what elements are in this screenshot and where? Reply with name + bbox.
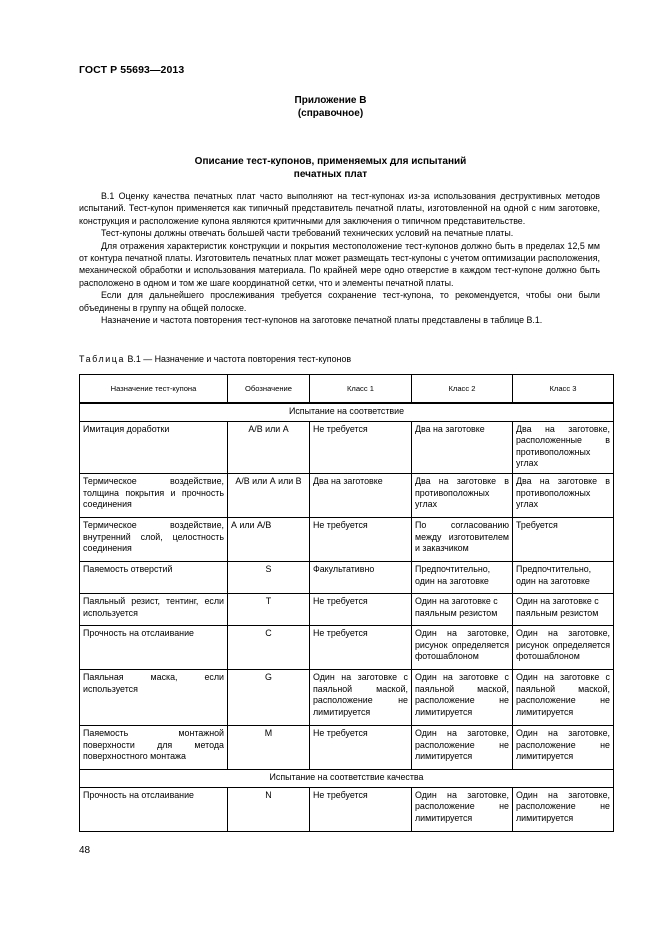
table-caption-text: В.1 — Назначение и частота повторения тест-купонов <box>127 354 352 364</box>
table-cell: Не требуется <box>310 421 412 473</box>
table-cell: А или А/В <box>228 517 310 561</box>
column-header: Класс 2 <box>412 375 513 404</box>
table-cell: Предпочтительно, один на заготовке <box>412 561 513 593</box>
table-cell: Два на заготовке, расположенные в противоположных углах <box>513 421 614 473</box>
column-header: Назначение тест-купона <box>80 375 228 404</box>
table-cell: А/В или А или В <box>228 473 310 517</box>
table-cell: Не требуется <box>310 625 412 669</box>
table-cell: Термическое воздействие, внутренний слой, целостность соединения <box>80 517 228 561</box>
table-row <box>80 725 614 769</box>
table-row <box>80 593 614 625</box>
table-cell: По согласованию между изготовителем и заказчиком <box>412 517 513 561</box>
table-cell: Не требуется <box>310 787 412 831</box>
section-title-line-1: Описание тест-купонов, применяемых для испытаний <box>194 156 467 167</box>
table-cell: Один на заготовке, расположение не лимитируется <box>412 725 513 769</box>
table-row <box>80 421 614 473</box>
paragraph: Назначение и частота повторения тест-купонов на заготовке печатной платы представлены в таблице В.1. <box>101 315 543 326</box>
paragraph: Тест-купоны должны отвечать большей части требований технических условий на печатные платы. <box>101 228 514 239</box>
table-cell: Паяльный резист, тентинг, если используется <box>80 593 228 625</box>
table-cell: N <box>228 787 310 831</box>
section-title-line-2: печатных плат <box>293 169 368 180</box>
column-header: Класс 1 <box>310 375 412 404</box>
table-cell: Имитация доработки <box>80 421 228 473</box>
paragraph: В.1 Оценку качества печатных плат часто выполняют на тест-купонах из-за использования деструктивных методов испытаний. Тест-купон применяется как типичный представитель печатной платы, изготовленной на одной с ним заготовке, конструкция и расположение купона являются критичными для заключения о типичном представительстве. <box>79 191 600 226</box>
table-row <box>80 787 614 831</box>
table-cell: Один на заготовке с паяльным резистом <box>412 593 513 625</box>
table-cell: Два на заготовке <box>412 421 513 473</box>
table-row <box>80 625 614 669</box>
standard-header: ГОСТ Р 55693—2013 <box>79 64 185 76</box>
table-caption <box>79 354 351 364</box>
table-cell: Не требуется <box>310 517 412 561</box>
table-cell: Два на заготовке в противоположных углах <box>513 473 614 517</box>
table-cell: Прочность на отслаивание <box>80 787 228 831</box>
table-cell: Один на заготовке, расположение не лимитируется <box>513 787 614 831</box>
table-cell: Предпочтительно, один на заготовке <box>513 561 614 593</box>
test-coupon-table <box>79 374 614 832</box>
table-cell: M <box>228 725 310 769</box>
table-cell: Два на заготовке в противоположных углах <box>412 473 513 517</box>
table-cell: Факультативно <box>310 561 412 593</box>
column-header: Класс 3 <box>513 375 614 404</box>
table-cell: Паяльная маска, если используется <box>80 669 228 725</box>
section-title <box>0 155 661 181</box>
table-cell: Один на заготовке с паяльной маской, расположение не лимитируется <box>513 669 614 725</box>
table-cell: Один на заготовке, рисунок определяется фотошаблоном <box>513 625 614 669</box>
table-cell: Термическое воздействие, толщина покрытия и прочность соединения <box>80 473 228 517</box>
table-header-row <box>80 375 614 404</box>
table-cell: G <box>228 669 310 725</box>
table-row <box>80 517 614 561</box>
table-caption-prefix: Таблица <box>79 354 125 364</box>
table-section-row <box>80 403 614 421</box>
appendix-subtitle: (справочное) <box>297 108 364 119</box>
table-cell: Один на заготовке с паяльной маской, расположение не лимитируется <box>310 669 412 725</box>
table-cell: А/В или А <box>228 421 310 473</box>
table-row <box>80 561 614 593</box>
appendix-title: Приложение В <box>294 95 367 106</box>
paragraph: Для отражения характеристик конструкции и покрытия местоположение тест-купонов должно быть в пределах 12,5 мм от контура печатной платы. Изготовитель печатных плат может размещать тест-купоны с учетом оптимизации расположения, механической обработки и использования материала. По крайней мере одно отверстие в каждом тест-купоне должно быть расположено в одном и том же шаге координатной сетки, что и элементы печатной платы. <box>79 240 600 288</box>
table-row <box>80 473 614 517</box>
table-cell: C <box>228 625 310 669</box>
page-number: 48 <box>79 845 91 856</box>
paragraph: Если для дальнейшего прослеживания требуется сохранение тест-купона, то рекомендуется, чтобы они были объединены в группу на общей полоске. <box>79 290 600 313</box>
table-cell: Не требуется <box>310 593 412 625</box>
table-section-label: Испытание на соответствие качества <box>80 769 614 787</box>
table-cell: Не требуется <box>310 725 412 769</box>
table-cell: S <box>228 561 310 593</box>
table-cell: Один на заготовке, расположение не лимитируется <box>513 725 614 769</box>
table-cell: Один на заготовке, рисунок определяется фотошаблоном <box>412 625 513 669</box>
table-section-label: Испытание на соответствие <box>80 403 614 421</box>
table-cell: Один на заготовке, расположение не лимитируется <box>412 787 513 831</box>
table-cell: Один на заготовке с паяльным резистом <box>513 593 614 625</box>
table-cell: Паяемость отверстий <box>80 561 228 593</box>
appendix-heading <box>0 94 661 120</box>
column-header: Обозначение <box>228 375 310 404</box>
table-section-row <box>80 769 614 787</box>
table-cell: Паяемость монтажной поверхности для метода поверхностного монтажа <box>80 725 228 769</box>
table-cell: T <box>228 593 310 625</box>
table-row <box>80 669 614 725</box>
table-cell: Требуется <box>513 517 614 561</box>
body-text <box>79 190 600 326</box>
table-cell: Прочность на отслаивание <box>80 625 228 669</box>
table-cell: Два на заготовке <box>310 473 412 517</box>
table-cell: Один на заготовке с паяльной маской, расположение не лимитируется <box>412 669 513 725</box>
